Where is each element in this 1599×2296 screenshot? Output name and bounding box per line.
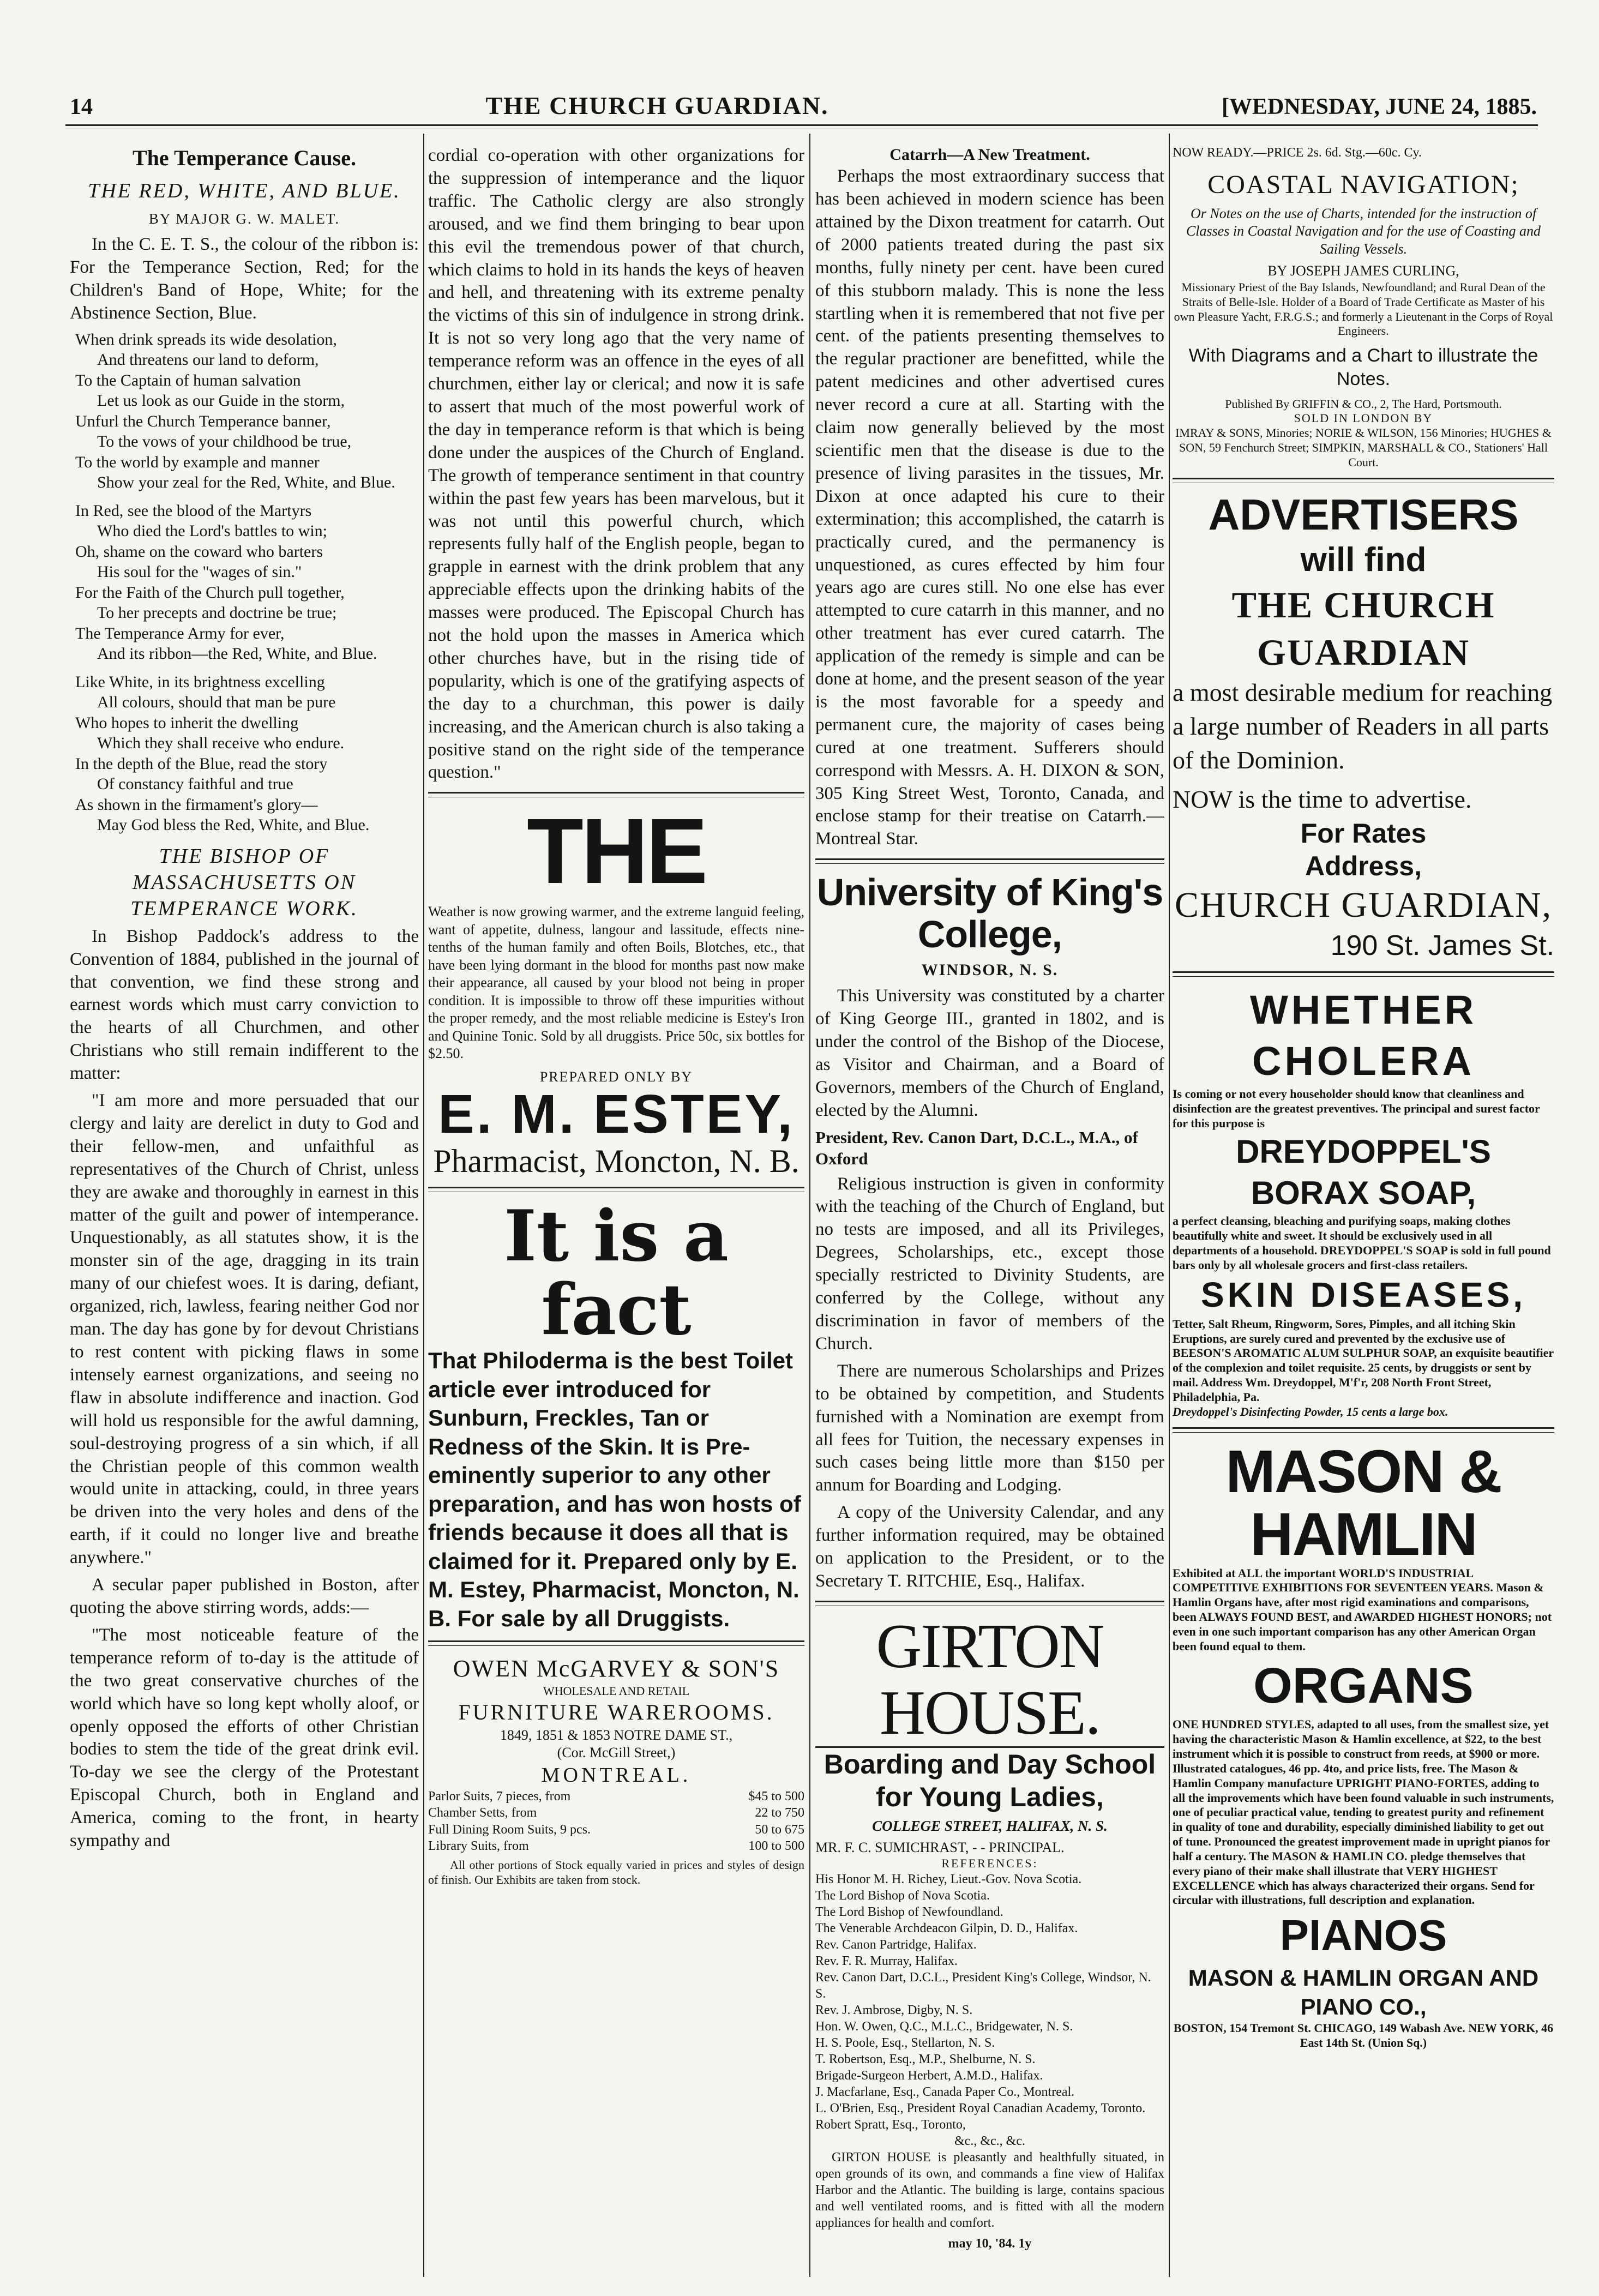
cholera-headline: WHETHER CHOLERA bbox=[1249, 987, 1477, 1084]
girton-references-heading: REFERENCES: bbox=[941, 1856, 1038, 1871]
cholera-text: Is coming or not every householder should know that cleanliness and disinfection are the greatest preventives. The principal and surest factor for this purpose is bbox=[1173, 1087, 1540, 1131]
ad-mcgarvey-sub: WHOLESALE AND RETAIL bbox=[543, 1684, 690, 1698]
column-divider-1 bbox=[423, 134, 424, 2277]
kings-college-paragraph: A copy of the University Calendar, and any further information required, may be obtained on application to the President, or to the Secretary T. RITCHIE, Esq., Halifax. bbox=[815, 1502, 1164, 1591]
navigation-author-details: Missionary Priest of the Bay Islands, Newfoundland; and Rural Dean of the Straits of Belle-Isle. Holder of a Board of Trade Certificate as Master of his own Pleasure Yacht, F.R.G.S.; and formerly a Lieutenant in the Corps of Royal Engineers. bbox=[1174, 280, 1553, 338]
girton-house-subtitle: Boarding and Day School for Young Ladies, bbox=[823, 1749, 1156, 1813]
verse-line: Show your zeal for the Red, White, and Blue. bbox=[97, 473, 395, 492]
mason-hamlin-footer: MASON & HAMLIN ORGAN AND PIANO CO., bbox=[1188, 1964, 1539, 2020]
verse-line: May God bless the Red, White, and Blue. bbox=[97, 816, 370, 834]
divider bbox=[1173, 478, 1554, 483]
advertisers-will-find: will find bbox=[1300, 540, 1427, 579]
girton-house-address: COLLEGE STREET, HALIFAX, N. S. bbox=[872, 1818, 1108, 1835]
verse-line: Oh, shame on the coward who barters bbox=[75, 542, 323, 561]
price-value: $45 to 500 bbox=[748, 1789, 804, 1804]
ad-mcgarvey-price-list bbox=[428, 1788, 804, 1855]
navigation-publisher: Published By GRIFFIN & CO., 2, The Hard, Portsmouth. bbox=[1225, 396, 1502, 411]
divider bbox=[1173, 1427, 1554, 1433]
article-title: THE BISHOP OF MASSACHUSETTS ON TEMPERANCE WORK. bbox=[130, 844, 358, 921]
verse-line: Unfurl the Church Temperance banner, bbox=[75, 412, 331, 430]
reference-item: Hon. W. Owen, Q.C., M.L.C., Bridgewater, N. S. bbox=[815, 2019, 1073, 2034]
column-4 bbox=[1173, 145, 1554, 2282]
kings-college-paragraph: There are numerous Scholarships and Prizes to be obtained by competition, and Students furnished with a Nomination are exempt from all fees for Tuition, the necessary expenses in such cases being little more than $150 per annum for Boarding and Lodging. bbox=[815, 1361, 1164, 1495]
verse-line: To the Captain of human salvation bbox=[75, 371, 301, 389]
article-paragraph: In Bishop Paddock's address to the Convention of 1884, published in the journal of that convention, we find these strong and earnest words which must carry conviction to the hearts of all Churchmen, and other Christians who still remain indifferent to the matter: bbox=[70, 926, 419, 1084]
verse-line: As shown in the firmament's glory— bbox=[75, 795, 318, 814]
borax-soap-text: a perfect cleansing, bleaching and purifying soaps, making clothes beautifully white and sweet. It should be exclusively used in all departments of a household. DREYDOPPEL'S SOAP is sold in full pound bars only by all wholesale grocers and first-class retailers. bbox=[1173, 1214, 1551, 1272]
price-label: Library Suits, from bbox=[428, 1839, 529, 1854]
price-label: Chamber Setts, from bbox=[428, 1806, 537, 1820]
skin-diseases-text: Tetter, Salt Rheum, Ringworm, Sores, Pimples, and all itching Skin Eruptions, are surely cured and prevented by the exclusive use of BEESON'S AROMATIC ALUM SULPHUR SOAP, an exquisite beautifier of the complexion and toilet requisite. 25 cents, by druggists or sent by mail. Address Wm. Dreydoppel, M'f'r, 208 North Front Street, Philadelphia, Pa. bbox=[1173, 1317, 1554, 1404]
advertisers-street: 190 St. James St. bbox=[1330, 930, 1554, 962]
divider bbox=[428, 792, 804, 797]
ad-mcgarvey-address: 1849, 1851 & 1853 NOTRE DAME ST., bbox=[500, 1727, 733, 1743]
catarrh-title: Catarrh—A New Treatment. bbox=[889, 146, 1090, 164]
reference-item: The Lord Bishop of Newfoundland. bbox=[815, 1905, 1003, 1920]
header-rule bbox=[65, 124, 1538, 126]
kings-college-location: WINDSOR, N. S. bbox=[921, 961, 1059, 979]
navigation-ready: NOW READY.—PRICE 2s. 6d. Stg.—60c. Cy. bbox=[1173, 146, 1422, 160]
price-row bbox=[428, 1822, 804, 1838]
reference-item: J. Macfarlane, Esq., Canada Paper Co., Montreal. bbox=[815, 2085, 1075, 2100]
issue-date: [WEDNESDAY, JUNE 24, 1885. bbox=[1222, 94, 1537, 119]
reference-item: The Venerable Archdeacon Gilpin, D. D., Halifax. bbox=[815, 1921, 1078, 1936]
mason-hamlin-addresses: BOSTON, 154 Tremont St. CHICAGO, 149 Wabash Ave. NEW YORK, 46 East 14th St. (Union Sq.) bbox=[1173, 2021, 1554, 2050]
divider bbox=[815, 1601, 1164, 1606]
reference-item: His Honor M. H. Richey, Lieut.-Gov. Nova Scotia. bbox=[815, 1872, 1082, 1887]
verse-line: Of constancy faithful and true bbox=[97, 775, 293, 794]
column-1 bbox=[70, 145, 419, 2282]
verse-line: To the world by example and manner bbox=[75, 453, 320, 471]
price-row bbox=[428, 1788, 804, 1805]
reference-item: Brigade-Surgeon Herbert, A.M.D., Halifax. bbox=[815, 2069, 1043, 2083]
verse-line: And threatens our land to deform, bbox=[97, 351, 319, 369]
girton-references bbox=[815, 1871, 1164, 2133]
navigation-diagrams: With Diagrams and a Chart to illustrate the Notes. bbox=[1188, 345, 1538, 390]
reference-item: H. S. Poole, Esq., Stellarton, N. S. bbox=[815, 2036, 995, 2051]
verse-line: Who died the Lord's battles to win; bbox=[97, 522, 327, 540]
reference-item: T. Robertson, Esq., M.P., Shelburne, N. S. bbox=[815, 2052, 1036, 2067]
verse-line: To her precepts and doctrine be true; bbox=[97, 604, 337, 622]
ad-mcgarvey-city: MONTREAL. bbox=[541, 1763, 692, 1787]
article-continuation: cordial co-operation with other organizations for the suppression of intemperance and the liquor traffic. The Catholic clergy are also strongly aroused, and we find them bringing to bear upon this evil the tremendous power of that church, which claims to hold in its hands the keys of heaven and hell, and threatening with its extreme penalty the victims of this sin of indulgence in strong drink. It is not so very long ago that the very name of temperance reform was an offence in the eyes of all churchmen, either lay or clerical; and now it is safe to assert that much of the most powerful work of the day in temperance reform is that which is being done under the auspices of the Church of England. The growth of temperance sentiment in that country within the past few years has been marvelous, but it was not until this powerful church, which represents fully half of the English people, began to grapple in earnest with the drink problem that any appreciable effects upon the drinking habits of the masses were produced. The Episcopal Church has not the hold upon the masses in America which other churches have, but in the rising tide of popularity, which is one of the gratifying aspects of the day to a churchman, this power is daily increasing, and the American church is also taking a positive stand on the right side of the temperance question." bbox=[428, 146, 804, 783]
ad-fact-headline: It is a fact bbox=[504, 1195, 729, 1351]
ad-estey-location: Pharmacist, Moncton, N. B. bbox=[433, 1143, 800, 1180]
reference-item: Robert Spratt, Esq., Toronto, bbox=[815, 2118, 966, 2132]
verse-line: His soul for the "wages of sin." bbox=[97, 563, 302, 581]
price-row bbox=[428, 1838, 804, 1854]
newspaper-title: THE CHURCH GUARDIAN. bbox=[485, 92, 829, 119]
divider bbox=[428, 1640, 804, 1646]
verse-line: The Temperance Army for ever, bbox=[75, 624, 285, 642]
reference-item: Rev. Canon Partridge, Halifax. bbox=[815, 1938, 977, 1952]
catarrh-text: Perhaps the most extraordinary success that has been achieved in modern science has been attained by the Dixon treatment for catarrh. Out of 2000 patients treated during the past six months, fully ninety per cent. have been cured of this stubborn malady. This is none the less startling when it is remembered that not five per cent. of the patients presenting themselves to the regular practioner are benefitted, while the patent medicines and other advertised cures never record a cure at all. Starting with the claim now generally believed by the most scientific men that the disease is due to the presence of living parasites in the tissues, Mr. Dixon at once adapted his cure to their extermination; this accomplished, the catarrh is practically cured, and the permanency is unquestioned, as cures effected by him four years ago are cures still. No one else has ever attempted to cure catarrh in this manner, and no other treatment has ever cured catarrh. The application of the remedy is simple and can be done at home, and the present season of the year is the most favorable for a speedy and permanent cure, the majority of cases being cured at one treatment. Sufferers should correspond with Messrs. A. H. DIXON & SON, 305 King Street West, Toronto, Canada, and enclose stamp for their treatise on Catarrh.—Montreal Star. bbox=[815, 166, 1164, 849]
advertisers-rates: For Rates bbox=[1300, 818, 1427, 849]
verse-line: To the vows of your childhood be true, bbox=[97, 432, 352, 451]
advertisers-text: a most desirable medium for reaching a large number of Readers in all parts of the Dominion. bbox=[1173, 678, 1553, 774]
organs-headline: ORGANS bbox=[1253, 1657, 1474, 1714]
ad-tonic-text: Weather is now growing warmer, and the extreme languid feeling, want of appetite, dulness, langour and lassitude, effects nine-tenths of the human family and often Boils, Blotches, etc., that have been lying dormant in the blood for months past now make their appearance, all caused by your blood not being in proper condition. It is impossible to throw off these impurities without the proper remedy, and the most reliable medicine is Estey's Iron and Quinine Tonic. Sold by all druggists. Price 50c, six bottles for $2.50. bbox=[428, 904, 804, 1062]
reference-item: Rev. J. Ambrose, Digby, N. S. bbox=[815, 2003, 973, 2018]
kings-college-paragraph: Religious instruction is given in conformity with the teaching of the Church of England, but no tests are imposed, and all its Privileges, Degrees, Scholarships, etc., except those specially restricted to Divinity Students, are conferred by the College, without any discrimination in favor of members of the Church. bbox=[815, 1174, 1164, 1354]
verse-line: For the Faith of the Church pull together, bbox=[75, 583, 345, 602]
navigation-title: COASTAL NAVIGATION; bbox=[1207, 170, 1519, 199]
poem-stanza-1 bbox=[70, 329, 419, 493]
advertisers-now: NOW is the time to advertise. bbox=[1173, 785, 1472, 814]
girton-house-principal: MR. F. C. SUMICHRAST, - - PRINCIPAL. bbox=[815, 1839, 1065, 1855]
advertisers-church-guardian: THE CHURCH GUARDIAN bbox=[1231, 584, 1495, 673]
navigation-subtitle: Or Notes on the use of Charts, intended for the instruction of Classes in Coastal Navigation and for the use of Coasting and Sailing Vessels. bbox=[1186, 205, 1541, 257]
ad-fact-body: That Philoderma is the best Toilet article ever introduced for Sunburn, Freckles, Tan or Redness of the Skin. It is Pre-eminently superior to any other preparation, and has won hosts of friends because it does all that is claimed for it. Prepared only by E. M. Estey, Pharmacist, Moncton, N. B. For sale by all Druggists. bbox=[428, 1348, 801, 1631]
ad-estey-name: E. M. ESTEY, bbox=[438, 1084, 795, 1145]
girton-house-title: GIRTON HOUSE. bbox=[815, 1614, 1164, 1748]
verse-line: Who hopes to inherit the dwelling bbox=[75, 713, 299, 732]
column-2 bbox=[428, 145, 804, 2282]
price-value: 100 to 500 bbox=[748, 1839, 804, 1854]
verse-line: Which they shall receive who endure. bbox=[97, 734, 345, 753]
skin-diseases-footer: Dreydoppel's Disinfecting Powder, 15 cents a large box. bbox=[1173, 1404, 1448, 1419]
advertisers-address: Address, bbox=[1305, 850, 1422, 881]
verse-line: All colours, should that man be pure bbox=[97, 693, 336, 712]
poem-title: THE RED, WHITE, AND BLUE. bbox=[88, 179, 401, 202]
verse-line: In the depth of the Blue, read the story bbox=[75, 754, 328, 773]
divider bbox=[815, 858, 1164, 864]
price-value: 22 to 750 bbox=[755, 1806, 804, 1820]
poem-author: BY MAJOR G. W. MALET. bbox=[148, 211, 340, 227]
divider bbox=[428, 1187, 804, 1192]
reference-item: Rev. Canon Dart, D.C.L., President King's College, Windsor, N. S. bbox=[815, 1970, 1151, 2002]
pianos-headline: PIANOS bbox=[1279, 1911, 1447, 1960]
column-divider-2 bbox=[809, 134, 810, 2277]
verse-line: And its ribbon—the Red, White, and Blue. bbox=[97, 645, 377, 663]
article-paragraph: A secular paper published in Boston, after quoting the above stirring words, adds:— bbox=[70, 1575, 419, 1618]
ad-prepared: PREPARED ONLY BY bbox=[539, 1068, 693, 1085]
reference-item: The Lord Bishop of Nova Scotia. bbox=[815, 1889, 990, 1903]
page-number: 14 bbox=[70, 94, 93, 119]
divider bbox=[1173, 971, 1554, 977]
section-heading: The Temperance Cause. bbox=[133, 146, 356, 170]
price-label: Parlor Suits, 7 pieces, from bbox=[428, 1789, 571, 1804]
girton-etc: &c., &c., &c. bbox=[954, 2134, 1025, 2149]
verse-line: Like White, in its brightness excelling bbox=[75, 672, 325, 691]
girton-footer: GIRTON HOUSE is pleasantly and healthfully situated, in open grounds of its own, and commands a fine view of Halifax Harbor and the Atlantic. The building is large, contains spacious and well ventilated rooms, and is fitted with all the modern appliances for health and comfort. bbox=[815, 2150, 1164, 2231]
mason-hamlin-text-2: ONE HUNDRED STYLES, adapted to all uses, from the smallest size, yet having the characteristic Mason & Hamlin excellence, at $22, to the best instrument which it is possible to construct from reeds, at $900 or more. Illustrated catalogues, 46 pp. 4to, and price lists, free. The Mason & Hamlin Company manufacture UPRIGHT PIANO-FORTES, adding to all the improvements which have been found valuable in such instruments, one of peculiar practical value, tending to greatest purity and refinement in quality of tone and durability, especially diminished liability to get out of tune. Pronounced the greatest improvement made in upright pianos for half a century. The MASON & HAMLIN CO. pledge themselves that every piano of their make shall illustrate that VERY HIGHEST EXCELLENCE which has always characterized their organs. Send for circular with illustrations, full description and explanation. bbox=[1173, 1717, 1554, 1907]
navigation-by: BY JOSEPH JAMES CURLING, bbox=[1267, 263, 1459, 279]
ad-mcgarvey-title: OWEN McGARVEY & SON'S bbox=[453, 1655, 780, 1682]
ad-mcgarvey-furniture: FURNITURE WAREROOMS. bbox=[458, 1699, 774, 1724]
article-paragraph: "I am more and more persuaded that our clergy and laity are derelict in duty to God and their fellow-men, and unfaithful as representatives of the Church of Christ, unless they are awake and thoroughly in earnest in this matter of the guilt and power of intemperance. Unquestionably, as all statutes show, it is the monster sin of the age, dragging in its train many of our chiefest woes. It is daring, defiant, organized, rich, lawless, fearing neither God nor man. The day has gone by for devout Christians to rest content with picking flaws in some intensely earnest organizations, and seeing no flaw in absolute indifference and inaction. God will hold us responsible for the awful damning, soul-destroying progress of a sin which, if all the Christian people of this common wealth would unite in attacking, could, in three years be driven into the very holes and dens of the earth, if it could no longer live and breathe anywhere." bbox=[70, 1091, 419, 1568]
kings-college-paragraph: This University was constituted by a charter of King George III., granted in 1802, and is under the control of the Bishop of the Diocese, as Visitor and Chairman, and a Board of Governors, members of the Church of England, elected by the Alumni. bbox=[815, 986, 1164, 1120]
ad-mcgarvey-footer: All other portions of Stock equally varied in prices and styles of design of finish. Our Exhibits are taken from stock. bbox=[428, 1858, 804, 1886]
mason-hamlin-headline: MASON & HAMLIN bbox=[1225, 1438, 1501, 1568]
navigation-sold: SOLD IN LONDON BY bbox=[1294, 411, 1433, 425]
reference-item: L. O'Brien, Esq., President Royal Canadian Academy, Toronto. bbox=[815, 2101, 1146, 2116]
poem-stanza-3 bbox=[70, 672, 419, 836]
ad-mcgarvey-corner: (Cor. McGill Street,) bbox=[557, 1745, 676, 1761]
verse-line: In Red, see the blood of the Martyrs bbox=[75, 501, 312, 520]
poem-stanza-2 bbox=[70, 501, 419, 664]
girton-date: may 10, '84. 1y bbox=[948, 2237, 1032, 2251]
navigation-sellers: IMRAY & SONS, Minories; NORIE & WILSON, 156 Minories; HUGHES & SON, 59 Fenchurch Street; SIMPKIN, MARSHALL & CO., Stationers' Hall Court. bbox=[1175, 426, 1552, 469]
borax-soap-headline: DREYDOPPEL'S BORAX SOAP, bbox=[1236, 1133, 1491, 1212]
poem-intro: In the C. E. T. S., the colour of the ribbon is: For the Temperance Section, Red; for the Children's Band of Hope, White; for the Abstinence Section, Blue. bbox=[70, 235, 419, 323]
advertisers-headline: ADVERTISERS bbox=[1208, 490, 1519, 539]
price-value: 50 to 675 bbox=[755, 1822, 804, 1837]
reference-item: Rev. F. R. Murray, Halifax. bbox=[815, 1954, 958, 1969]
ad-headline-the: THE bbox=[527, 800, 706, 904]
kings-college-president: President, Rev. Canon Dart, D.C.L., M.A., of Oxford bbox=[815, 1127, 1138, 1169]
price-row bbox=[428, 1805, 804, 1821]
skin-diseases-headline: SKIN DISEASES, bbox=[1200, 1275, 1526, 1314]
article-paragraph: "The most noticeable feature of the temperance reform of to-day is the attitude of the two great conservative churches of the world which have so long kept wholly aloof, or openly opposed the efforts of other Christian bodies to stem the tide of the great drink evil. To-day we see the clergy of the Protestant Episcopal Church, both in England and America, coming to the front, in hearty sympathy and bbox=[70, 1625, 419, 1851]
advertisers-cg-name: CHURCH GUARDIAN, bbox=[1174, 885, 1553, 925]
verse-line: Let us look as our Guide in the storm, bbox=[97, 392, 345, 410]
mason-hamlin-text: Exhibited at ALL the important WORLD'S INDUSTRIAL COMPETITIVE EXHIBITIONS FOR SEVENTEEN YEARS. Mason & Hamlin Organs have, after most rigid examinations and comparisons, been ALWAYS FOUND BEST, and AWARDED HIGHEST HONORS; not even in one such important comparison has any other American Organ been found equal to them. bbox=[1173, 1566, 1552, 1653]
kings-college-title: University of King's College, bbox=[816, 871, 1163, 956]
column-3 bbox=[815, 145, 1164, 2282]
verse-line: When drink spreads its wide desolation, bbox=[75, 330, 337, 348]
column-divider-3 bbox=[1169, 134, 1170, 2277]
price-label: Full Dining Room Suits, 9 pcs. bbox=[428, 1822, 591, 1837]
page-header bbox=[70, 82, 1537, 120]
